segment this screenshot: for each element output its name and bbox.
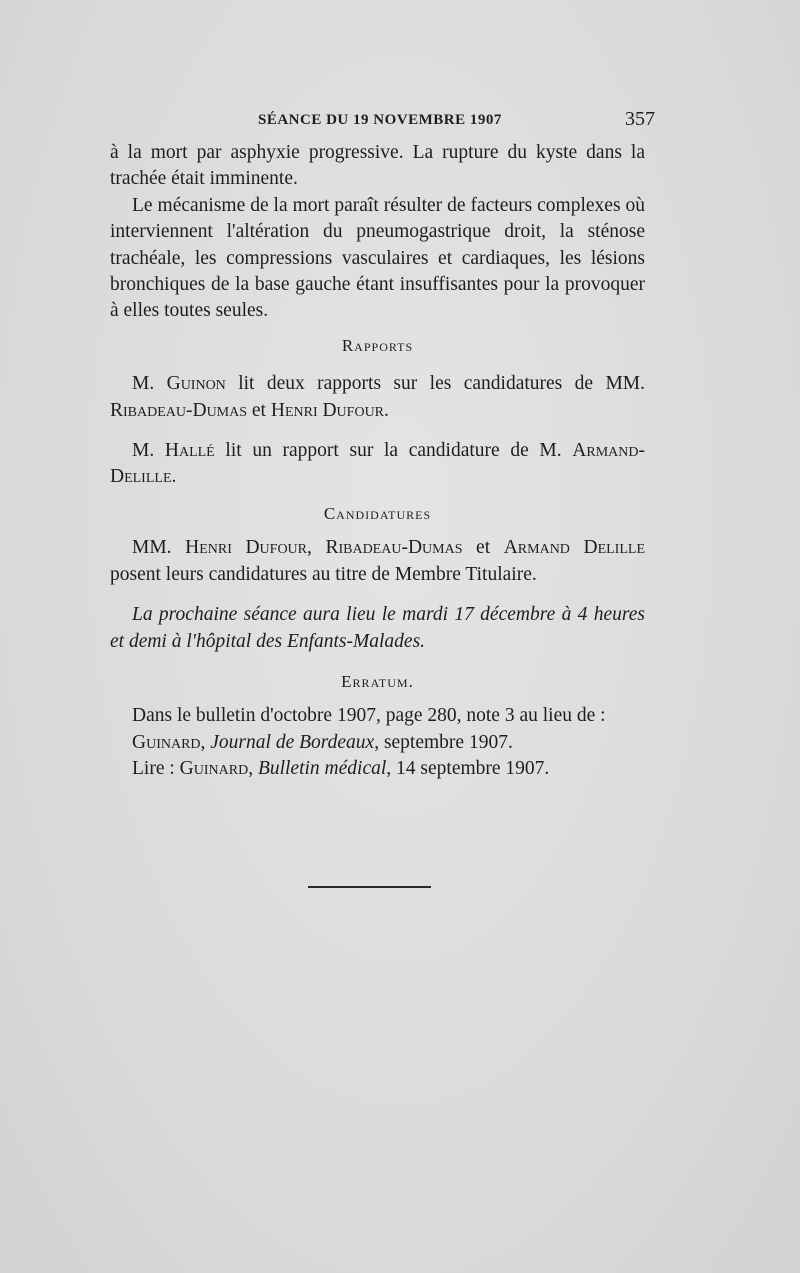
text-run: . — [171, 466, 177, 488]
page-header — [110, 108, 655, 134]
journal-title: Bulletin médical — [257, 758, 387, 780]
paragraph-continuation: à la mort par asphyxie progressive. La rupture du kyste dans la trachée était imminente. — [110, 142, 645, 190]
text-run: , septembre 1907. — [374, 731, 513, 753]
person-name: Guinon — [166, 373, 226, 395]
text-run: posent leurs candidatures au titre de Membre Titulaire. — [110, 563, 537, 585]
text-run: et — [462, 537, 504, 559]
text-run: lit un rapport sur la candidature de M. — [214, 440, 573, 462]
end-rule — [308, 886, 431, 888]
body-text — [110, 140, 645, 783]
person-name: Henri Dufour — [270, 399, 385, 421]
person-name: Henri Dufour — [185, 537, 307, 559]
next-meeting-announcement — [110, 602, 645, 655]
paragraph-mechanism: Le mécanisme de la mort paraît résulter de facteurs complexes où interviennent l'altération du pneumogastrique droit, la sténose trachéale, les compressions vasculaires et cardiaques, les lésions bronchiques de la base gauche étant insuffisantes pour la provoquer à elles toutes seules. — [110, 194, 645, 322]
text-run: , — [200, 731, 211, 753]
candidatures-paragraph — [110, 535, 645, 588]
person-name: Guinard — [132, 731, 201, 753]
text-run: lit deux rapports sur les candidatures de MM. — [225, 373, 645, 395]
text-run: , — [307, 537, 326, 559]
person-name: Guinard — [179, 758, 249, 780]
text-run: et — [247, 399, 271, 421]
text-run: , 14 septembre 1907. — [386, 758, 550, 780]
journal-title: Journal de Bordeaux — [210, 731, 375, 753]
announcement-text: La prochaine séance aura lieu le mardi 17 décembre à 4 heures et demi à l'hôpital des Enfants-Malades. — [110, 604, 645, 652]
text-run: , — [248, 758, 258, 780]
person-name: Ribadeau-Dumas — [110, 399, 248, 421]
person-name: Armand Delille — [503, 537, 645, 559]
erratum-line-3 — [110, 756, 645, 782]
section-title-candidatures: Candidatures — [323, 503, 432, 523]
erratum-line-2 — [110, 730, 645, 756]
text-run: M. — [132, 440, 165, 462]
person-name: Hallé — [164, 440, 215, 462]
section-title-erratum: Erratum. — [341, 671, 414, 691]
text-run: M. — [132, 373, 167, 395]
text-run: Lire : — [132, 758, 180, 780]
section-title-rapports: Rapports — [341, 335, 414, 355]
rapport-halle — [110, 438, 645, 491]
page-number: 357 — [625, 108, 655, 130]
rapport-guinon — [110, 371, 645, 424]
person-name: Ribadeau-Dumas — [325, 537, 463, 559]
text-run: . — [384, 399, 389, 421]
person-name: Armand-Delille — [110, 440, 645, 488]
running-head: SÉANCE DU 19 NOVEMBRE 1907 — [258, 112, 502, 128]
erratum-line-1: Dans le bulletin d'octobre 1907, page 280, note 3 au lieu de : — [132, 705, 606, 727]
text-run: MM. — [132, 537, 186, 559]
